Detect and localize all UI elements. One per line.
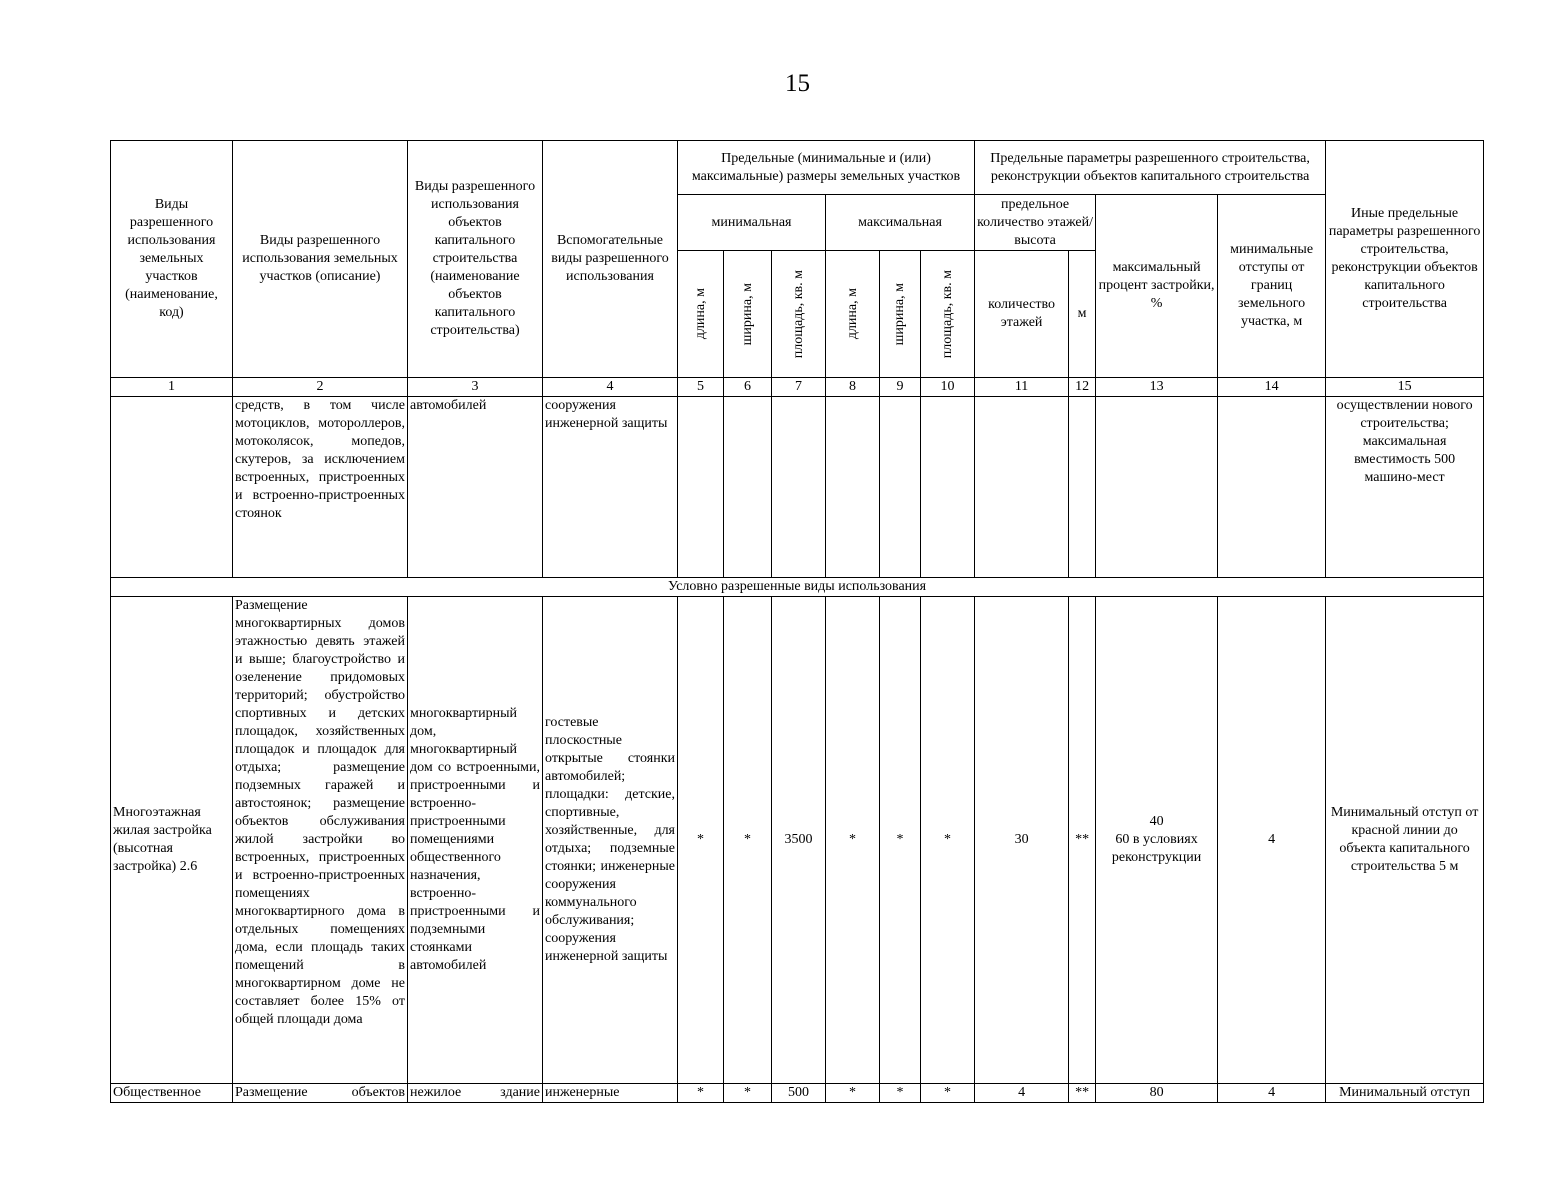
cell-land-use-type: Общественное [111,1084,233,1103]
header-min-length [678,251,724,378]
header-max-length [826,251,880,378]
column-number: 15 [1326,378,1484,397]
cell-max-length: * [826,1084,880,1103]
column-number-row [111,378,1484,397]
cell-empty [880,397,921,578]
page-number: 15 [785,70,810,97]
column-number: 11 [975,378,1069,397]
cell-min-setback: 4 [1218,597,1326,1084]
header-min-width [724,251,772,378]
header-max-length-text: длина, м [844,288,860,340]
cell-empty [724,397,772,578]
header-max-area [921,251,975,378]
cell-capital-use: нежилое здание [408,1084,543,1103]
cell-height: ** [1069,597,1096,1084]
cell-other-params: Минимальный отступ от красной линии до объекта капитального строительства 5 м [1326,597,1484,1084]
header-minimal: минимальная [678,195,826,251]
max-percent-value: 40 [1149,814,1164,829]
column-number: 13 [1096,378,1218,397]
header-auxiliary-use: Вспомогательные виды разрешенного использования [543,141,678,378]
cell-capital-use: многоквартирный дом, многоквартирный дом со встроенными, пристроенными и встроенно-пристроенными помещениями общественного назначения, встроенно-пристроенными и подземными стоянками автомобилей [408,597,543,1084]
table-row-public [111,1084,1484,1103]
cell-empty [772,397,826,578]
column-number: 4 [543,378,678,397]
cell-max-length: * [826,597,880,1084]
cell-empty [826,397,880,578]
cell-other-params: Минимальный отступ [1326,1084,1484,1103]
cell-auxiliary-use: сооружения инженерной защиты [543,397,678,578]
cell-floors: 30 [975,597,1069,1084]
header-land-use-description: Виды разрешенного использования земельных участков (описание) [233,141,408,378]
cell-min-area: 3500 [772,597,826,1084]
cell-empty [1218,397,1326,578]
column-number: 10 [921,378,975,397]
cell-min-width: * [724,1084,772,1103]
cell-auxiliary-use: гостевые плоскостные открытые стоянки автомобилей; площадки: детские, спортивные, хозяйственные, для отдыха; подземные стоянки; инженерные сооружения коммунального обслуживания; сооружения инженерной защиты [543,597,678,1084]
cell-land-use-type: Многоэтажная жилая застройка (высотная застройка) 2.6 [111,597,233,1084]
column-number: 6 [724,378,772,397]
cell-max-area: * [921,1084,975,1103]
cell-auxiliary-use: инженерные [543,1084,678,1103]
column-number: 7 [772,378,826,397]
cell-description: Размещение многоквартирных домов этажностью девять этажей и выше; благоустройство и озеленение придомовых территорий; обустройство спортивных и детских площадок, хозяйственных площадок и площадок для отдыха; размещение подземных гаражей и автостоянок; размещение объектов обслуживания жилой застройки во встроенных, пристроенных и встроенно-пристроенных помещениях многоквартирного дома в отдельных помещениях дома, если площадь таких помещений в многоквартирном доме не составляет более 15% от общей площади дома [233,597,408,1084]
header-other-params: Иные предельные параметры разрешенного строительства, реконструкции объектов капитального строительства [1326,141,1484,378]
cell-max-width: * [880,1084,921,1103]
header-max-area-text: площадь, кв. м [939,269,955,359]
cell-min-length: * [678,1084,724,1103]
cell-min-area: 500 [772,1084,826,1103]
header-capital-construction-use: Виды разрешенного использования объектов капитального строительства (наименование объектов капитального строительства) [408,141,543,378]
header-min-length-text: длина, м [692,288,708,340]
cell-other-params: осуществлении нового строительства; максимальная вместимость 500 машино-мест [1326,397,1484,578]
cell-height: ** [1069,1084,1096,1103]
header-construction-params: Предельные параметры разрешенного строительства, реконструкции объектов капитального строительства [975,141,1326,195]
cell-max-percent [1096,597,1218,1084]
cell-empty [678,397,724,578]
cell-land-use-type [111,397,233,578]
cell-max-area: * [921,597,975,1084]
column-number: 2 [233,378,408,397]
cell-description: Размещение объектов [233,1084,408,1103]
header-meters: м [1069,251,1096,378]
cell-empty [1069,397,1096,578]
cell-max-percent: 80 [1096,1084,1218,1103]
cell-empty [975,397,1069,578]
table-row-multistorey [111,597,1484,1084]
header-land-use-type: Виды разрешенного использования земельных участков (наименование, код) [111,141,233,378]
cell-empty [1096,397,1218,578]
section-title-row [111,578,1484,597]
cell-max-width: * [880,597,921,1084]
header-floors-count: количество этажей [975,251,1069,378]
header-max-width-text: ширина, м [892,282,907,346]
column-number: 8 [826,378,880,397]
max-percent-reconstruction: 60 в условиях реконструкции [1111,832,1202,865]
cell-min-width: * [724,597,772,1084]
header-floors-height: предельное количество этажей/высота [975,195,1096,251]
land-use-regulations-table [110,140,1484,1103]
column-number: 1 [111,378,233,397]
header-min-width-text: ширина, м [739,282,755,346]
header-row-1 [111,141,1484,195]
column-number: 5 [678,378,724,397]
section-title: Условно разрешенные виды использования [111,578,1484,597]
column-number: 3 [408,378,543,397]
cell-min-length: * [678,597,724,1084]
column-number: 12 [1069,378,1096,397]
header-maximal: максимальная [826,195,975,251]
header-min-area-text: площадь, кв. м [790,269,806,359]
column-number: 14 [1218,378,1326,397]
cell-capital-use: автомобилей [408,397,543,578]
header-max-width [880,251,921,378]
header-max-percent: максимальный процент застройки, % [1096,195,1218,378]
column-number: 9 [880,378,921,397]
cell-min-setback: 4 [1218,1084,1326,1103]
header-min-area [772,251,826,378]
header-plot-sizes: Предельные (минимальные и (или) максимальные) размеры земельных участков [678,141,975,195]
table-row-continued [111,397,1484,578]
header-min-setback: минимальные отступы от границ земельного участка, м [1218,195,1326,378]
cell-empty [921,397,975,578]
cell-description: средств, в том числе мотоциклов, мотороллеров, мотоколясок, мопедов, скутеров, за исключением встроенных, пристроенных и встроенно-пристроенных стоянок [233,397,408,578]
cell-floors: 4 [975,1084,1069,1103]
